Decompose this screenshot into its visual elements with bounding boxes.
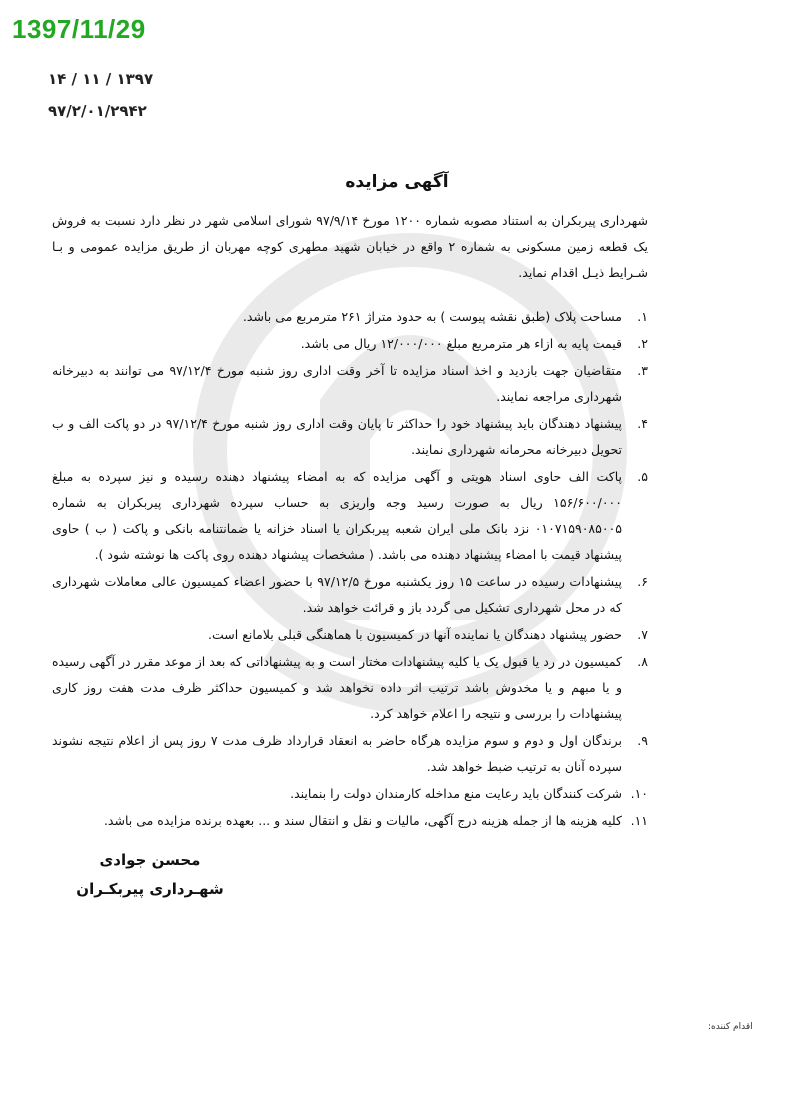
signature-block [60,846,240,904]
clause-number: ۳. [637,363,648,378]
clause-number: ۲. [637,336,648,351]
clause-item [52,781,648,807]
clause-text: مساحت پلاک (طبق نقشه پیوست ) به حدود متراژ ۲۶۱ مترمربع می باشد. [242,309,622,324]
clause-number: ۹. [637,733,648,748]
reference-number: ۹۷/۲/۰۱/۲۹۴۲ [48,102,147,120]
signatory-organization: شهـرداری پیربکـران [76,880,224,898]
clause-text: حضور پیشنهاد دهندگان یا نماینده آنها در کمیسیون با هماهنگی قبلی بلامانع است. [208,627,622,642]
clause-text: متقاضیان جهت بازدید و اخذ اسناد مزایده تا آخر وقت اداری روز شنبه مورخ ۹۷/۱۲/۴ می توانند به دبیرخانه شهرداری مراجعه نمایند. [52,363,622,404]
clause-item [52,622,648,648]
clause-number: ۸. [637,654,648,669]
clause-item [52,464,648,568]
signatory-name: محسن جوادی [99,851,201,869]
clause-text: قیمت پایه به ازاء هر مترمربع مبلغ ۱۲/۰۰۰/۰۰۰ ریال می باشد. [300,336,622,351]
clause-text: کمیسیون در رد یا قبول یک یا کلیه پیشنهادات مختار است و به پیشنهاداتی که بعد از موعد مقرر در آگهی رسیده و یا مبهم و یا مخدوش باشد ترتیب اثر داده نخواهد شد و کمیسیون حداکثر ظرف مدت هفت روز کاری پیشنهادات را بررسی و نتیجه را اعلام خواهد کرد. [52,654,622,721]
clause-text: پاکت الف حاوی اسناد هویتی و آگهی مزایده که به امضاء پیشنهاد دهنده رسیده و نیز سپرده به مبلغ ۱۵۶/۶۰۰/۰۰۰ ریال به صورت رسید وجه واریزی به حساب سپرده شهرداری پیربکران به شماره ۰۱۰۷۱۵۹۰۸۵۰۰۵ نزد بانک ملی ایران شعبه پیربکران یا اسناد خزانه یا ضمانتنامه بانکی و پاکت ( ب ) حاوی پیشنهاد قیمت با امضاء پیشنهاد دهنده می باشد. ( مشخصات پیشنهاد دهنده روی پاکت ها نوشته شود ). [52,469,622,562]
clause-number: ۷. [637,627,648,642]
footer-label: اقدام کننده: [708,1022,753,1032]
clause-number: ۴. [637,416,648,431]
clause-number: ۵. [637,469,648,484]
clause-number: ۱۰. [630,786,648,801]
clause-text: کلیه هزینه ها از جمله هزینه درج آگهی، مالیات و نقل و انتقال سند و ... بعهده برنده مزایده می باشد. [103,813,622,828]
document-body [52,208,648,835]
clause-item [52,304,648,330]
clause-item [52,569,648,621]
clause-number: ۶. [637,574,648,589]
clause-text: پیشنهاد دهندگان باید پیشنهاد خود را حداکثر تا پایان وقت اداری روز شنبه مورخ ۹۷/۱۲/۴ در دو پاکت الف و ب تحویل دبیرخانه محرمانه شهرداری نمایند. [52,416,622,457]
clause-item [52,411,648,463]
clause-text: برندگان اول و دوم و سوم مزایده هرگاه حاضر به انعقاد قرارداد ظرف مدت ۷ روز پس از اعلام نتیجه نشوند سپرده آنان به ترتیب ضبط خواهد شد. [52,733,622,774]
clause-item [52,728,648,780]
clause-item [52,808,648,834]
clause-text: شرکت کنندگان باید رعایت منع مداخله کارمندان دولت را بنمایند. [290,786,622,801]
clause-number: ۱. [637,309,648,324]
stamp-date: 1397/11/29 [12,14,146,44]
clause-number: ۱۱. [630,813,648,828]
intro-paragraph: شهرداری پیربکران به استناد مصوبه شماره ۱۲۰۰ مورخ ۹۷/۹/۱۴ شورای اسلامی شهر در نظر دارد نسبت به فروش یک قطعه زمین مسکونی به شماره ۲ واقع در خیابان شهید مطهری کوچه مهربان از طریق مزایده عمومی و بـا شـرایط ذیـل اقدام نماید. [52,213,648,280]
clause-list [52,304,648,834]
document-title: آگهی مزایده [345,172,449,192]
clause-item [52,331,648,357]
clause-text: پیشنهادات رسیده در ساعت ۱۵ روز یکشنبه مورخ ۹۷/۱۲/۵ با حضور اعضاء کمیسیون عالی معاملات شهرداری که در محل شهرداری تشکیل می گردد باز و قرائت خواهد شد. [52,574,622,615]
clause-item [52,649,648,727]
clause-item [52,358,648,410]
reference-date: ۱۳۹۷ / ۱۱ / ۱۴ [48,70,154,88]
